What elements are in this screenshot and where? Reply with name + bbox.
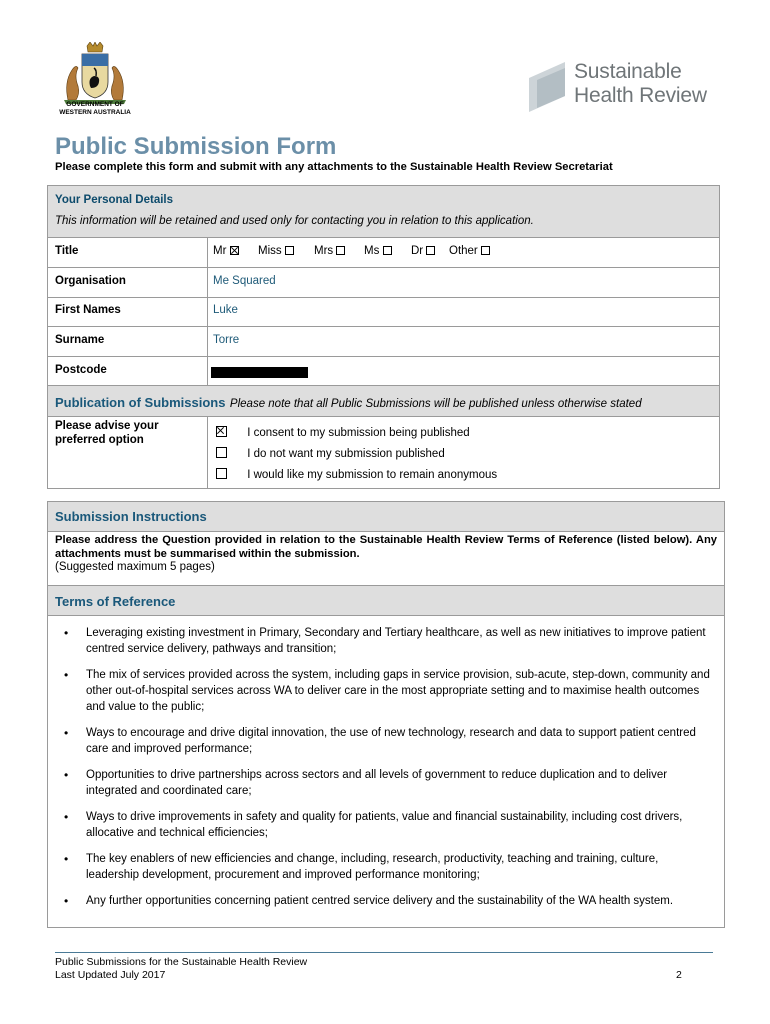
- title-mr-checkbox[interactable]: [230, 246, 239, 255]
- list-item: • Opportunities to drive partnerships across sectors and all levels of government to reduce duplication and to deliver integrated and coordinated care;: [64, 768, 668, 797]
- title-option-miss[interactable]: Miss: [258, 245, 294, 257]
- postcode-label: Postcode: [55, 364, 107, 376]
- title-options: [213, 245, 513, 259]
- not-published-checkbox[interactable]: [216, 447, 227, 458]
- title-option-mr[interactable]: Mr: [213, 245, 239, 257]
- shr-logo-icon: [527, 60, 571, 114]
- publish-option-anonymous[interactable]: I would like my submission to remain anonymous: [216, 468, 497, 481]
- first-names-field[interactable]: Luke: [213, 304, 238, 316]
- list-item: • The mix of services provided across the system, including gaps in service provision, sub-acute, step-down, community and other out-of-hospital services across WA to deliver care in the most appropriate setting and to maximise health outcomes and value to the public;: [64, 668, 710, 713]
- list-item: • The key enablers of new efficiencies and change, including, research, productivity, teaching and training, culture, leadership development, procurement and improved performance monitoring;: [64, 852, 659, 881]
- consent-checkbox[interactable]: [216, 426, 227, 437]
- title-label: Title: [55, 245, 79, 257]
- footer-divider: [55, 952, 713, 953]
- instructions-heading: Submission Instructions: [55, 509, 207, 524]
- title-option-dr[interactable]: Dr: [411, 245, 435, 257]
- personal-details-note: This information will be retained and used only for contacting you in relation to this application.: [55, 215, 534, 227]
- list-item: • Any further opportunities concerning patient centred service delivery and the sustainability of the WA health system.: [64, 894, 674, 908]
- footer-text: Public Submissions for the Sustainable Health Review Last Updated July 2017: [55, 956, 308, 981]
- preferred-option-label: Please advise your preferred option: [55, 420, 159, 446]
- instructions-text: Please address the Question provided in relation to the Sustainable Health Review Terms of Reference (listed below). Any attachments must be summarised within the submission.: [55, 534, 717, 560]
- title-option-ms[interactable]: Ms: [364, 245, 392, 257]
- terms-list: [62, 625, 712, 919]
- organisation-label: Organisation: [55, 275, 126, 287]
- surname-label: Surname: [55, 334, 105, 346]
- publication-note: Please note that all Public Submissions will be published unless otherwise stated: [229, 398, 642, 410]
- terms-heading: Terms of Reference: [55, 594, 176, 609]
- publication-heading-row: [55, 394, 642, 412]
- publish-option-consent[interactable]: I consent to my submission being published: [216, 426, 470, 439]
- organisation-field[interactable]: Me Squared: [213, 275, 276, 287]
- government-label: GOVERNMENT OF WESTERN AUSTRALIA: [59, 101, 131, 116]
- title-ms-checkbox[interactable]: [383, 246, 392, 255]
- page-title: Public Submission Form: [55, 133, 337, 160]
- title-other-checkbox[interactable]: [481, 246, 490, 255]
- title-miss-checkbox[interactable]: [285, 246, 294, 255]
- list-item: • Ways to drive improvements in safety and quality for patients, value and financial sustainability, including cost drivers, allocative and technical efficiencies;: [64, 810, 683, 839]
- personal-details-heading: Your Personal Details: [55, 194, 174, 206]
- list-item: • Ways to encourage and drive digital innovation, the use of new technology, research and data to support patient centred care and improved performance;: [64, 726, 696, 755]
- page-subtitle: Please complete this form and submit with any attachments to the Sustainable Health Review Secretariat: [55, 161, 613, 173]
- first-names-label: First Names: [55, 304, 121, 316]
- title-option-other[interactable]: Other: [449, 245, 490, 257]
- surname-field[interactable]: Torre: [213, 334, 240, 346]
- publish-option-not-published[interactable]: I do not want my submission published: [216, 447, 445, 460]
- page-number: 2: [676, 969, 682, 981]
- anonymous-checkbox[interactable]: [216, 468, 227, 479]
- title-option-mrs[interactable]: Mrs: [314, 245, 345, 257]
- title-mrs-checkbox[interactable]: [336, 246, 345, 255]
- title-dr-checkbox[interactable]: [426, 246, 435, 255]
- instructions-note: (Suggested maximum 5 pages): [55, 561, 215, 573]
- shr-logo-text: Sustainable Health Review: [574, 60, 707, 107]
- list-item: • Leveraging existing investment in Primary, Secondary and Tertiary healthcare, as well as new initiatives to improve patient centred service delivery, pathways and transition;: [64, 626, 706, 655]
- publication-heading: Publication of Submissions: [55, 395, 226, 410]
- postcode-redaction: [211, 367, 308, 378]
